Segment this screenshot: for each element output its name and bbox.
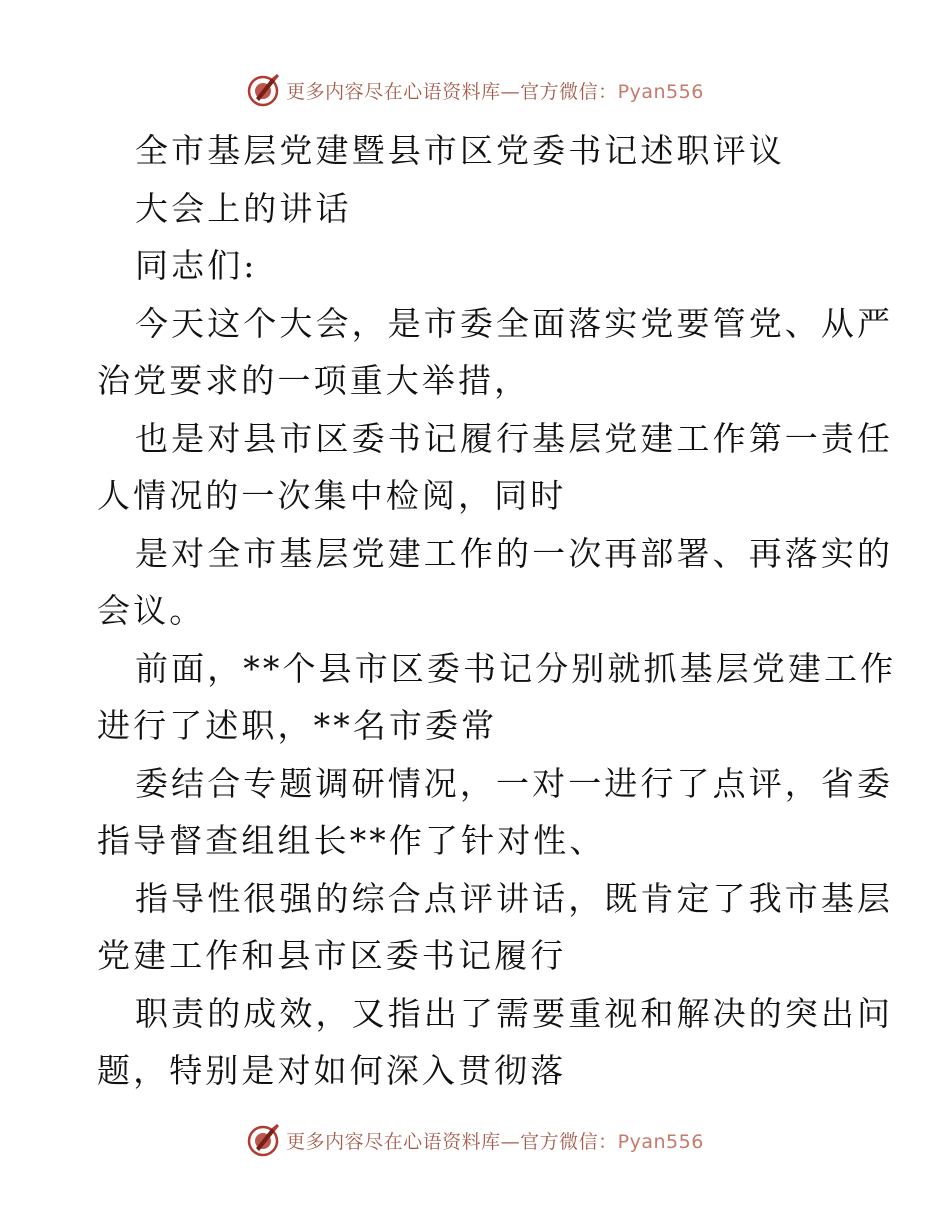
text-line: 职责的成效，又指出了需要重视和解决的突出问: [135, 993, 894, 1033]
text-line: 党建工作和县市区委书记履行: [97, 936, 567, 975]
watermark-wechat-id: Pyan556: [617, 1130, 704, 1153]
text-line: 题，特别是对如何深入贯彻落: [97, 1051, 567, 1090]
text-line: 进行了述职，**名市委常: [97, 706, 498, 745]
watermark-text: 更多内容尽在心语资料库—官方微信：Pyan556: [286, 1130, 704, 1153]
text-line: 人情况的一次集中检阅，同时: [97, 476, 567, 515]
pen-logo-icon: [246, 1122, 282, 1158]
footer-watermark: [0, 1122, 950, 1158]
document-body: [97, 122, 897, 1100]
text-line: 今天这个大会，是市委全面落实党要管党、从严: [135, 303, 894, 343]
text-line: 指导性很强的综合点评讲话，既肯定了我市基层: [135, 878, 894, 918]
pen-logo-icon: [246, 72, 282, 108]
text-line: 也是对县市区委书记履行基层党建工作第一责任: [135, 418, 894, 458]
text-line: 大会上的讲话: [135, 188, 352, 228]
header-watermark: [0, 72, 950, 108]
text-line: 治党要求的一项重大举措，: [97, 361, 531, 400]
watermark-wechat-id: Pyan556: [617, 80, 704, 103]
text-line: 前面，**个县市区委书记分别就抓基层党建工作: [135, 648, 897, 688]
text-line: 指导督查组组长**作了针对性、: [97, 821, 606, 860]
text-line: 全市基层党建暨县市区党委书记述职评议: [135, 131, 785, 170]
text-line: 委结合专题调研情况，一对一进行了点评，省委: [135, 763, 894, 803]
watermark-text: 更多内容尽在心语资料库—官方微信：Pyan556: [286, 80, 704, 103]
text-line: 会议。: [97, 591, 206, 630]
text-line: 是对全市基层党建工作的一次再部署、再落实的: [135, 533, 894, 573]
text-line: 同志们:: [135, 246, 258, 285]
